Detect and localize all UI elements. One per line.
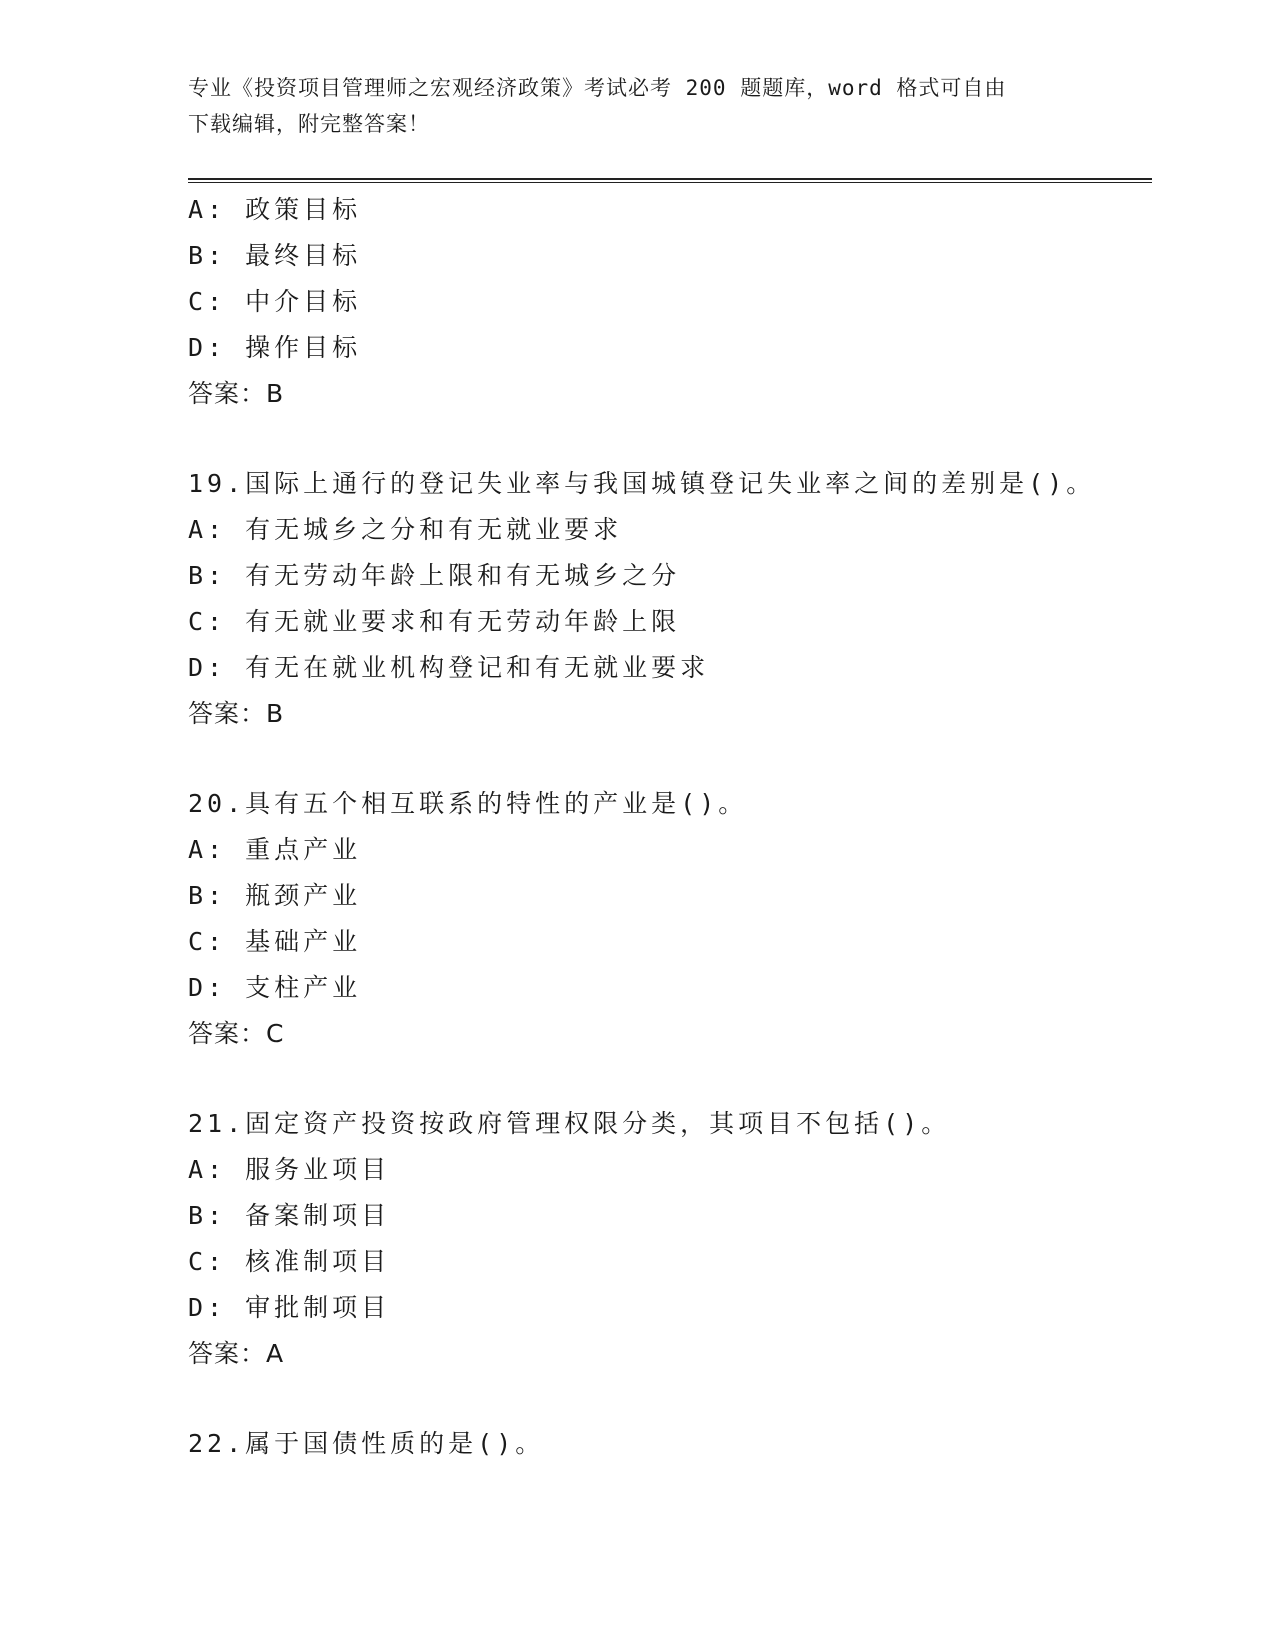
- header-line-1: 专业《投资项目管理师之宏观经济政策》考试必考 200 题题库，word 格式可自由: [188, 76, 1007, 100]
- question-text: 22.属于国债性质的是()。: [188, 1429, 545, 1458]
- option-a: A: 服务业项目: [188, 1155, 391, 1184]
- option-a: A: 有无城乡之分和有无就业要求: [188, 515, 623, 544]
- option-b: B: 最终目标: [188, 241, 362, 270]
- option-c: C: 核准制项目: [188, 1247, 391, 1276]
- question-list: [188, 187, 1152, 1467]
- option-d: D: 支柱产业: [188, 973, 362, 1002]
- option-b: B: 瓶颈产业: [188, 881, 362, 910]
- option-c: C: 基础产业: [188, 927, 362, 956]
- header-line-2: 下载编辑，附完整答案！: [188, 112, 430, 136]
- answer-line: 答案：B: [188, 699, 285, 728]
- option-b: B: 备案制项目: [188, 1201, 391, 1230]
- question-text: 20.具有五个相互联系的特性的产业是()。: [188, 789, 748, 818]
- option-c: C: 有无就业要求和有无劳动年龄上限: [188, 607, 681, 636]
- option-d: D: 审批制项目: [188, 1293, 391, 1322]
- option-a: A: 重点产业: [188, 835, 362, 864]
- answer-line: 答案：C: [188, 1019, 285, 1048]
- document-header: [188, 70, 1088, 142]
- question-text: 21.固定资产投资按政府管理权限分类，其项目不包括()。: [188, 1109, 951, 1138]
- answer-line: 答案：B: [188, 379, 285, 408]
- option-b: B: 有无劳动年龄上限和有无城乡之分: [188, 561, 681, 590]
- option-d: D: 操作目标: [188, 333, 362, 362]
- option-c: C: 中介目标: [188, 287, 362, 316]
- header-divider: [188, 178, 1152, 183]
- answer-line: 答案：A: [188, 1339, 285, 1368]
- question-text: 19.国际上通行的登记失业率与我国城镇登记失业率之间的差别是()。: [188, 469, 1096, 498]
- option-a: A: 政策目标: [188, 195, 362, 224]
- option-d: D: 有无在就业机构登记和有无就业要求: [188, 653, 710, 682]
